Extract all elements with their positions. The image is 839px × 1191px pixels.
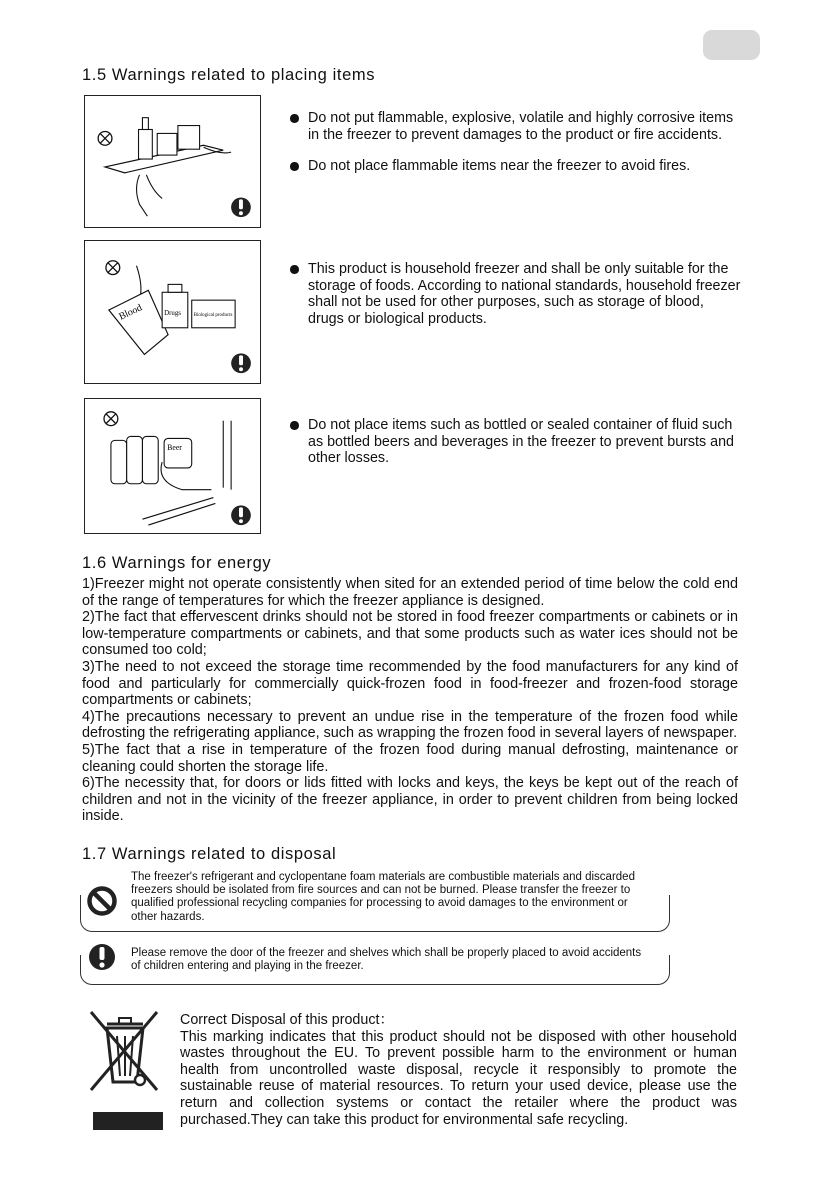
energy-item: 4)The precautions necessary to prevent an undue rise in the temperature of the frozen food while defrosting the refrigerating appliance, such as wrapping the frozen food in several layers of newspaper.: [82, 708, 738, 742]
label-beer: Beer: [167, 443, 182, 453]
label-drugs: Drugs: [164, 309, 181, 317]
bullet-item: Do not place flammable items near the freezer to avoid fires.: [288, 158, 743, 175]
exclamation-icon: [231, 353, 251, 373]
disposal-body: This marking indicates that this product should not be disposed with other household wastes throughout the EU. To prevent possible harm to the environment or human health from uncontrolled waste disposal, recycle it responsibly to promote the sustainable reuse of material resources. To return your used device, please use the return and collection systems or contact the retailer where the product was purchased.They can take this product for environmental safe recycling.: [180, 1028, 737, 1128]
page-tab: [703, 30, 760, 60]
figure-flammable-items: [84, 95, 261, 228]
energy-item: 2)The fact that effervescent drinks should not be stored in food freezer compartments or cabinets or in low-temperature compartments or cabinets, and that some products such as water ices should not be consumed too cold;: [82, 609, 738, 659]
section-1-5-title: 1.5 Warnings related to placing items: [82, 66, 376, 84]
no-entry-icon: [86, 885, 118, 917]
figure-blood-drugs: [84, 240, 261, 384]
crossed-bin-icon: [85, 1006, 165, 1131]
disposal-text: [180, 1012, 737, 1128]
prohibited-icon: [98, 131, 112, 145]
bullet-item: Do not put flammable, explosive, volatile and highly corrosive items in the freezer to prevent damages to the product or fire accidents.: [288, 110, 743, 143]
label-blood: Blood: [117, 302, 144, 323]
energy-item: 6)The necessity that, for doors or lids fitted with locks and keys, the keys be kept out of the reach of children and not in the vicinity of the freezer appliance, in order to prevent children from being locked inside.: [82, 775, 738, 825]
exclamation-icon: [231, 505, 251, 525]
bullets-block-3: [288, 417, 743, 482]
bullet-item: This product is household freezer and shall be only suitable for the storage of foods. According to national standards, household freezer shall not be used for other purposes, such as storage of blood, drugs or biological products.: [288, 261, 743, 327]
section-1-7-title: 1.7 Warnings related to disposal: [82, 845, 337, 863]
bullets-block-1: [288, 110, 743, 190]
disposal-title: Correct Disposal of this product：: [180, 1012, 394, 1028]
bullets-block-2: [288, 261, 743, 342]
notice-text-2: Please remove the door of the freezer and shelves which shall be properly placed to avoid accidents of children entering and playing in the freezer.: [131, 947, 642, 973]
prohibited-icon: [106, 261, 120, 275]
notice-text-1: The freezer's refrigerant and cyclopentane foam materials are combustible materials and discarded freezers should be isolated from fire sources and can not be burned. Please transfer the freezer to qualified professional recycling companies for processing to avoid damages to the environment or other hazards.: [131, 871, 635, 923]
energy-item: 5)The fact that a rise in temperature of the frozen food during manual defrosting, maintenance or cleaning could shorten the storage life.: [82, 741, 738, 775]
energy-item: 1)Freezer might not operate consistently when sited for an extended period of time below the cold end of the range of temperatures for which the freezer appliance is designed.: [82, 576, 738, 609]
exclamation-icon: [86, 941, 118, 973]
prohibited-icon: [104, 412, 118, 426]
label-biological-products: Biological products: [193, 312, 233, 318]
exclamation-icon: [231, 197, 251, 217]
bullet-item: Do not place items such as bottled or sealed container of fluid such as bottled beers and beverages in the freezer to prevent bursts and other losses.: [288, 417, 743, 467]
figure-bottled-beer: [84, 398, 261, 534]
energy-item: 3)The need to not exceed the storage time recommended by the food manufacturers for any kind of food and particularly for commercially quick-frozen food in food-freezer and frozen-food storage compartments or cabinets;: [82, 658, 738, 709]
section-1-6-title: 1.6 Warnings for energy: [82, 554, 272, 572]
energy-warnings-list: [82, 576, 738, 825]
